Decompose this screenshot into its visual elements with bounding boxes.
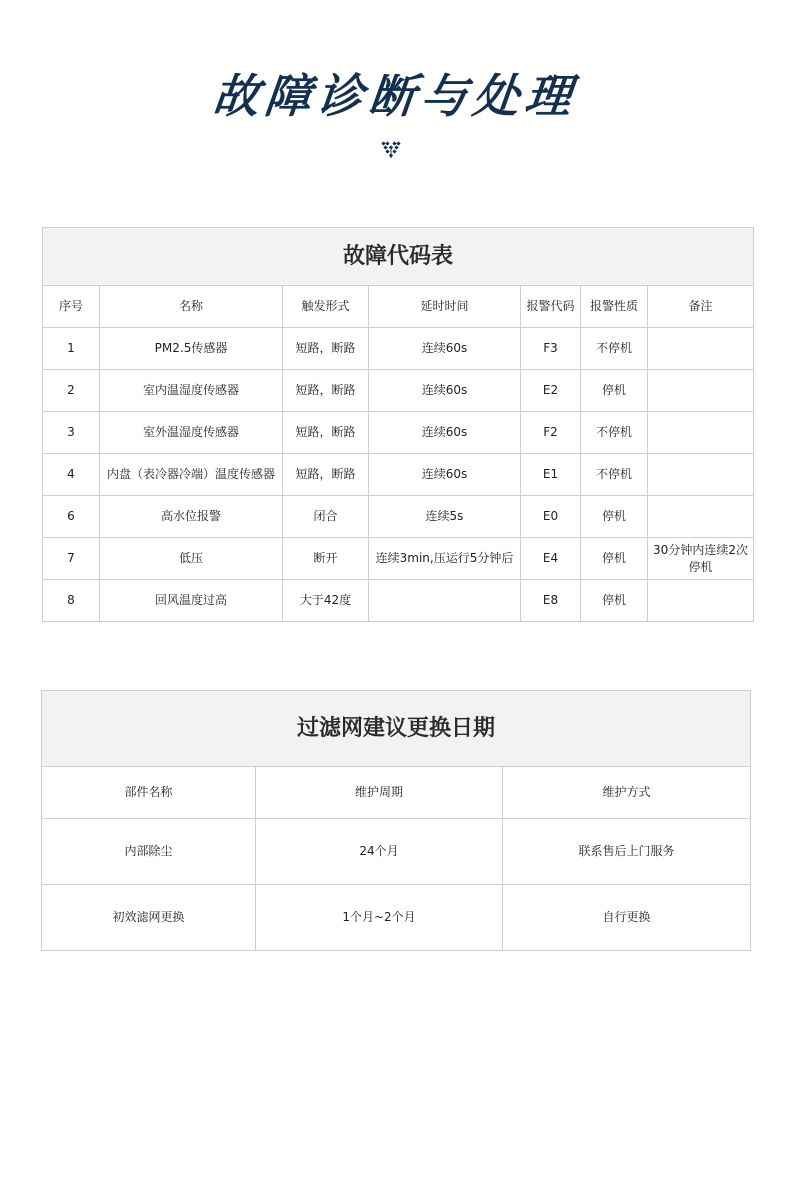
column-header: 维护周期 — [256, 767, 503, 819]
table-cell: 短路，断路 — [283, 370, 369, 412]
table-cell: E0 — [521, 496, 581, 538]
table-cell: 室外温湿度传感器 — [100, 412, 283, 454]
column-header: 报警代码 — [521, 286, 581, 328]
filter-table-header-row — [42, 767, 751, 819]
table-cell: PM2.5传感器 — [100, 328, 283, 370]
table-cell: 6 — [43, 496, 100, 538]
table-cell: 连续60s — [369, 412, 521, 454]
fault-code-table — [42, 227, 754, 622]
table-cell: 30分钟内连续2次停机 — [648, 538, 754, 580]
table-cell — [648, 370, 754, 412]
table-cell: 大于42度 — [283, 580, 369, 622]
table-row — [42, 819, 751, 885]
page-title: 故障诊断与处理 — [210, 69, 580, 123]
table-cell: 断开 — [283, 538, 369, 580]
diamond-chevron-icon — [380, 140, 402, 162]
table-cell: 室内温湿度传感器 — [100, 370, 283, 412]
table-cell: 停机 — [581, 580, 648, 622]
table-cell: 1个月~2个月 — [256, 885, 503, 951]
table-cell: 1 — [43, 328, 100, 370]
table-cell: 回风温度过高 — [100, 580, 283, 622]
table-row — [43, 370, 754, 412]
filter-replacement-table — [41, 690, 751, 951]
fault-table-title: 故障代码表 — [43, 228, 754, 286]
table-cell — [648, 328, 754, 370]
table-cell: 连续5s — [369, 496, 521, 538]
table-cell: 连续3min,压运行5分钟后 — [369, 538, 521, 580]
table-cell: 内部除尘 — [42, 819, 256, 885]
table-cell: 短路，断路 — [283, 454, 369, 496]
table-cell: E1 — [521, 454, 581, 496]
table-cell: 3 — [43, 412, 100, 454]
table-row — [43, 328, 754, 370]
table-cell: E2 — [521, 370, 581, 412]
table-cell: F3 — [521, 328, 581, 370]
table-cell: 4 — [43, 454, 100, 496]
table-cell: 短路，断路 — [283, 412, 369, 454]
table-cell: 2 — [43, 370, 100, 412]
column-header: 触发形式 — [283, 286, 369, 328]
table-cell: 连续60s — [369, 328, 521, 370]
table-cell: 自行更换 — [503, 885, 751, 951]
table-row — [42, 885, 751, 951]
table-cell: 不停机 — [581, 454, 648, 496]
table-row — [43, 496, 754, 538]
table-cell — [648, 454, 754, 496]
table-cell: 不停机 — [581, 328, 648, 370]
table-row — [43, 454, 754, 496]
table-cell: 停机 — [581, 538, 648, 580]
column-header: 备注 — [648, 286, 754, 328]
table-cell: 停机 — [581, 496, 648, 538]
filter-table-title: 过滤网建议更换日期 — [42, 691, 751, 767]
column-header: 名称 — [100, 286, 283, 328]
table-cell: E8 — [521, 580, 581, 622]
table-cell — [648, 412, 754, 454]
column-header: 延时时间 — [369, 286, 521, 328]
table-cell: 高水位报警 — [100, 496, 283, 538]
table-cell: 低压 — [100, 538, 283, 580]
column-header: 部件名称 — [42, 767, 256, 819]
table-row — [43, 538, 754, 580]
fault-table-header-row — [43, 286, 754, 328]
table-cell: 内盘（表冷器冷端）温度传感器 — [100, 454, 283, 496]
table-cell: F2 — [521, 412, 581, 454]
table-cell: 连续60s — [369, 370, 521, 412]
table-cell: 联系售后上门服务 — [503, 819, 751, 885]
table-cell: 闭合 — [283, 496, 369, 538]
table-cell — [648, 580, 754, 622]
table-cell: 连续60s — [369, 454, 521, 496]
table-cell: 停机 — [581, 370, 648, 412]
column-header: 报警性质 — [581, 286, 648, 328]
table-cell — [369, 580, 521, 622]
table-cell: 短路，断路 — [283, 328, 369, 370]
table-row — [43, 412, 754, 454]
column-header: 序号 — [43, 286, 100, 328]
table-cell: 24个月 — [256, 819, 503, 885]
table-cell: 8 — [43, 580, 100, 622]
table-cell: 初效滤网更换 — [42, 885, 256, 951]
table-cell — [648, 496, 754, 538]
table-cell: 7 — [43, 538, 100, 580]
table-cell: E4 — [521, 538, 581, 580]
column-header: 维护方式 — [503, 767, 751, 819]
table-row — [43, 580, 754, 622]
table-cell: 不停机 — [581, 412, 648, 454]
